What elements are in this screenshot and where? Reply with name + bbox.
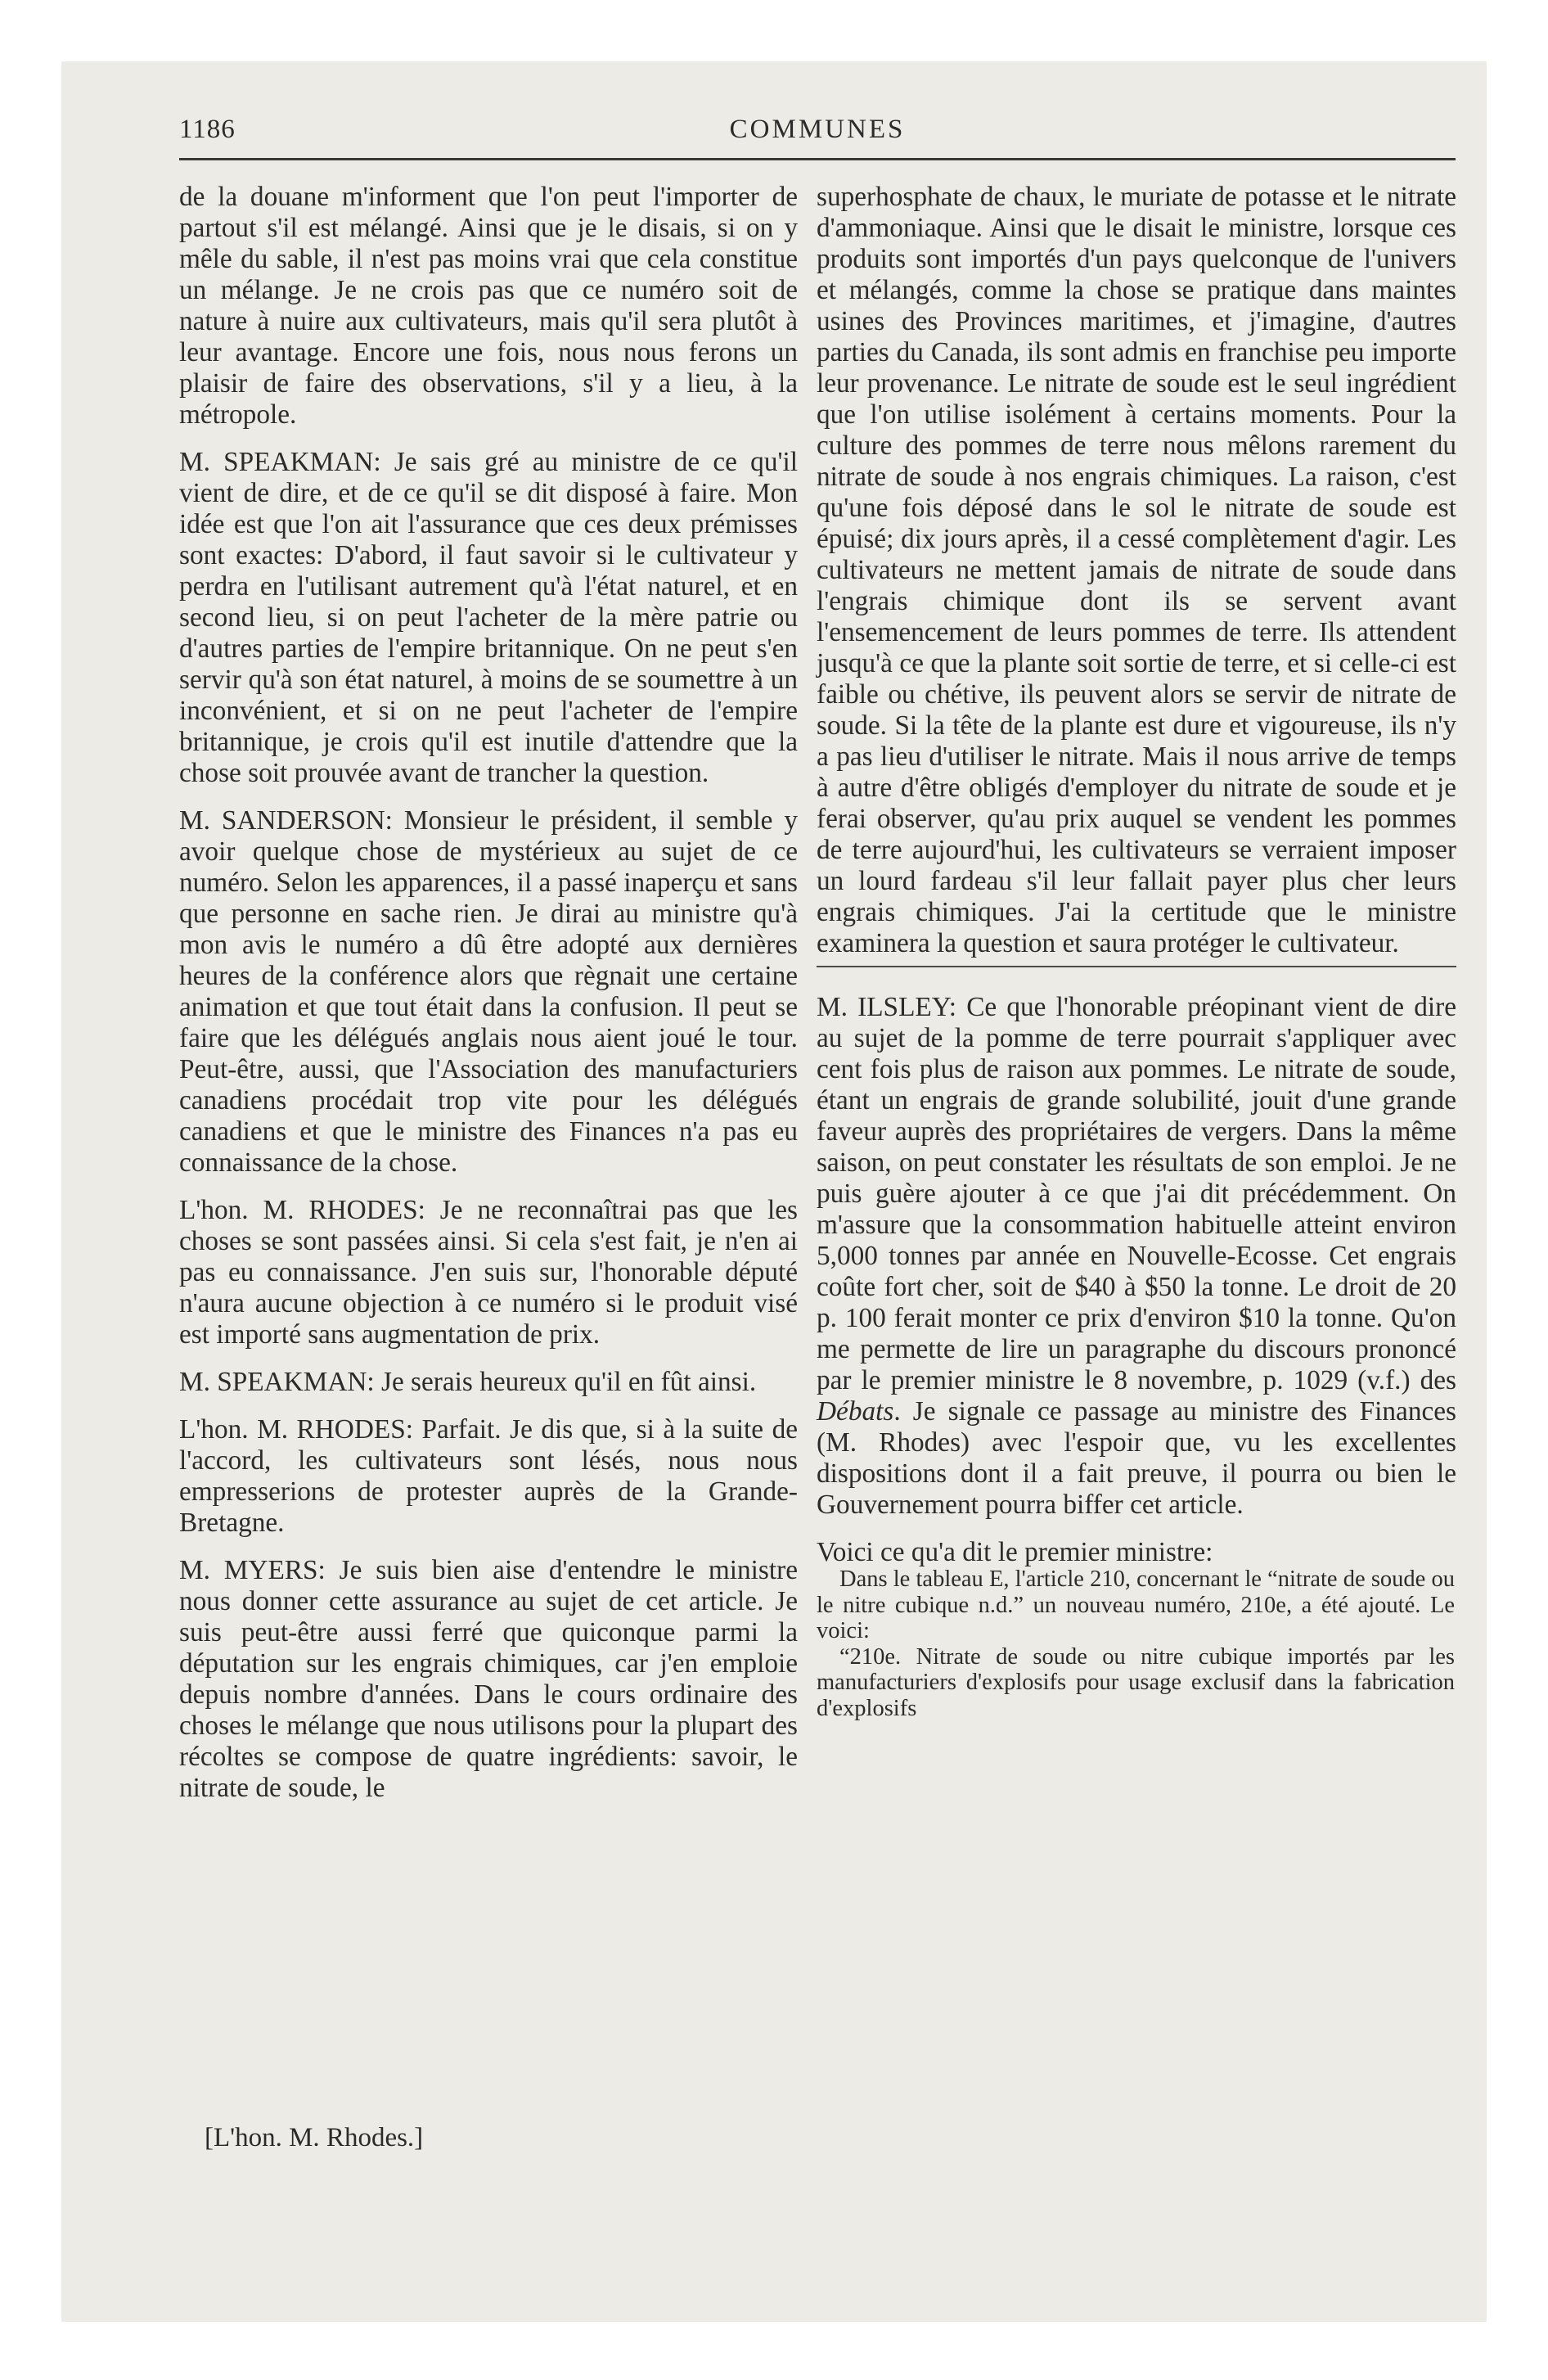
paragraph-text: . Je signale ce passage au ministre des Finances (M. Rhodes) avec l'espoir que, vu les excellentes dispositions dont il a fait preuve, il pourra ou bien le Gouvernement pourra biffer cet article. (817, 1396, 1456, 1520)
running-head: COMMUNES (729, 115, 906, 144)
paragraph: de la douane m'informent que l'on peut l'importer de partout s'il est mélangé. Ainsi que je le disais, si on y mêle du sable, il n'est pas moins vrai que cela constitue un mélange. Je ne crois pas que ce numéro soit de nature à nuire aux cultivateurs, mais qu'il sera plutôt à leur avantage. Encore une fois, nous nous ferons un plaisir de faire des observations, s'il y a lieu, à la métropole. (179, 182, 798, 430)
page-number: 1186 (179, 115, 236, 144)
paragraph: M. SPEAKMAN: Je serais heureux qu'il en fût ainsi. (179, 1367, 757, 1397)
block-quote: “210e. Nitrate de soude ou nitre cubique importés par les manufacturiers d'explosifs pour usage exclusif dans la fabrication d'explosifs (817, 1643, 1455, 1721)
header-rule (179, 158, 1456, 160)
footer-reference: [L'hon. M. Rhodes.] (205, 2123, 424, 2152)
paragraph: superhosphate de chaux, le muriate de potasse et le nitrate d'ammoniaque. Ainsi que le disait le ministre, lorsque ces produits sont importés d'un pays quelconque de l'univers et mélangés, comme la chose se pratique dans maintes usines des Provinces maritimes, et j'imagine, d'autres parties du Canada, ils sont admis en franchise peu importe leur provenance. Le nitrate de soude est le seul ingrédient que l'on utilise isolément à certains moments. Pour la culture des pommes de terre nous mêlons rarement du nitrate de soude à nos engrais chimiques. La raison, c'est qu'une fois déposé dans le sol le nitrate de soude est épuisé; dix jours après, il a cessé complètement d'agir. Les cultivateurs ne mettent jamais de nitrate de soude dans l'engrais chimique dont ils se servent avant l'ensemencement de leurs pommes de terre. Ils attendent jusqu'à ce que la plante soit sortie de terre, et si celle-ci est faible ou chétive, ils peuvent alors se servir de nitrate de soude. Si la tête de la plante est dure et vigoureuse, ils n'y a pas lieu d'utiliser le nitrate. Mais il nous arrive de temps à autre d'être obligés d'employer du nitrate de soude et je ferai observer, qu'au prix auquel se vendent les pommes de terre aujourd'hui, les cultivateurs se verraient imposer un lourd fardeau s'il leur fallait payer plus cher leurs engrais chimiques. J'ai la certitude que le ministre examinera la question et saura protéger le cultivateur. (817, 182, 1456, 958)
paragraph: L'hon. M. RHODES: Je ne reconnaîtrai pas que les choses se sont passées ainsi. Si cela s'est fait, je n'en ai pas eu connaissance. J'en suis sur, l'honorable député n'aura aucune objection à ce numéro si le produit visé est importé sans augmentation de prix. (179, 1195, 798, 1350)
italic-title: Débats (817, 1396, 894, 1427)
paragraph-ilsley (817, 992, 1456, 1521)
left-column (179, 182, 798, 1820)
section-divider (817, 966, 1456, 967)
paragraph: Voici ce qu'a dit le premier ministre: (817, 1537, 1213, 1567)
block-quote: Dans le tableau E, l'article 210, concernant le “nitrate de soude ou le nitre cubique n.d.” un nouveau numéro, 210e, a été ajouté. Le voici: (817, 1566, 1455, 1643)
paragraph: M. MYERS: Je suis bien aise d'entendre le ministre nous donner cette assurance au sujet de cet article. Je suis peut-être aussi ferré que quiconque parmi la députation sur les engrais chimiques, car j'en emploie depuis nombre d'années. Dans le cours ordinaire des choses le mélange que nous utilisons pour la plupart des récoltes se compose de quatre ingrédients: savoir, le nitrate de soude, le (179, 1555, 798, 1803)
page-header (179, 115, 1456, 157)
paragraph: L'hon. M. RHODES: Parfait. Je dis que, si à la suite de l'accord, les cultivateurs sont lésés, nous nous empresserions de protester auprès de la Grande-Bretagne. (179, 1414, 798, 1538)
paragraph-text: M. ILSLEY: Ce que l'honorable préopinant vient de dire au sujet de la pomme de terre pourrait s'appliquer avec cent fois plus de raison aux pommes. Le nitrate de soude, étant un engrais de grande solubilité, jouit d'une grande faveur auprès des propriétaires de vergers. Dans la même saison, on peut constater les résultats de son emploi. Je ne puis guère ajouter à ce que j'ai dit précédemment. On m'assure que la consommation habituelle atteint environ 5,000 tonnes par année en Nouvelle-Ecosse. Cet engrais coûte fort cher, soit de $40 à $50 la tonne. Le droit de 20 p. 100 ferait monter ce prix d'environ $10 la tonne. Qu'on me permette de lire un paragraphe du discours prononcé par le premier ministre le 8 novembre, p. 1029 (v.f.) des (817, 992, 1456, 1395)
paragraph: M. SPEAKMAN: Je sais gré au ministre de ce qu'il vient de dire, et de ce qu'il se dit disposé à faire. Mon idée est que l'on ait l'assurance que ces deux prémisses sont exactes: D'abord, il faut savoir si le cultivateur y perdra en l'utilisant autrement qu'à l'état naturel, et en second lieu, si on peut l'acheter de la mère patrie ou d'autres parties de l'empire britannique. On ne peut s'en servir qu'à son état naturel, à moins de se soumettre à un inconvénient, et si on ne peut l'acheter de l'empire britannique, je crois qu'il est inutile d'attendre que la chose soit prouvée avant de trancher la question. (179, 447, 798, 788)
right-column (817, 182, 1456, 1721)
paragraph: M. SANDERSON: Monsieur le président, il semble y avoir quelque chose de mystérieux au sujet de ce numéro. Selon les apparences, il a passé inaperçu et sans que personne en sache rien. Je dirai au ministre qu'à mon avis le numéro a dû être adopté aux dernières heures de la conférence alors que règnait une certaine animation et que tout était dans la confusion. Il peut se faire que les délégués anglais nous aient joué le tour. Peut-être, aussi, que l'Association des manufacturiers canadiens procédait trop vite pour les délégués canadiens et que le ministre des Finances n'a pas eu connaissance de la chose. (179, 805, 798, 1178)
